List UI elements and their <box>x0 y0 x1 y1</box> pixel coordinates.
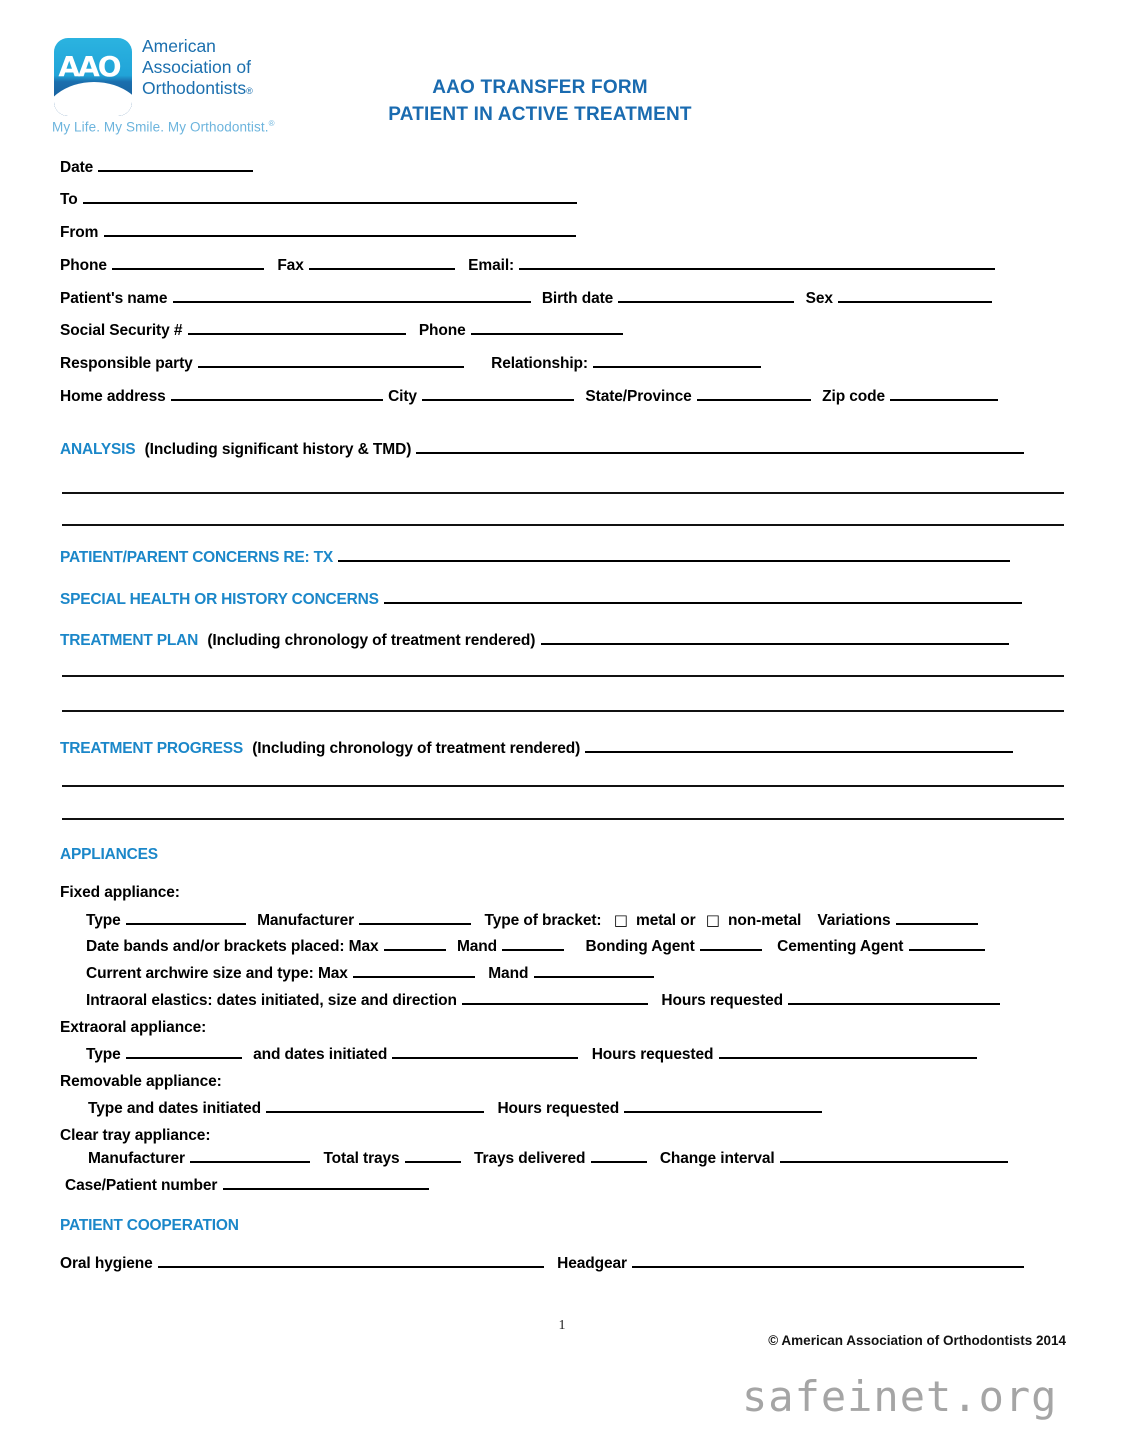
section-heading-patient-cooperation: PATIENT COOPERATION <box>60 1217 239 1234</box>
input-intraoral-hours-requested[interactable] <box>788 992 1000 1005</box>
input-patient-name[interactable] <box>173 290 531 303</box>
field-row-date-bands <box>86 938 986 956</box>
input-bonding-agent[interactable] <box>700 938 762 951</box>
field-row-to <box>60 191 578 209</box>
input-special-health-concerns[interactable] <box>384 591 1022 604</box>
field-row-clear-tray <box>88 1150 1009 1168</box>
input-total-trays[interactable] <box>405 1150 461 1163</box>
label-to: To <box>60 191 78 208</box>
logo-org-line-2: Association of <box>142 57 251 77</box>
input-removable-hours-requested[interactable] <box>624 1100 822 1113</box>
input-treatment-progress-line-3[interactable] <box>62 818 1064 820</box>
label-city: City <box>388 388 417 405</box>
aao-logo <box>50 36 350 141</box>
input-date-bands-mand[interactable] <box>502 938 564 951</box>
aao-logo-letters: AAO <box>58 50 120 83</box>
input-social-security[interactable] <box>188 322 406 335</box>
section-heading-appliances: APPLIANCES <box>60 846 158 863</box>
label-social-security: Social Security # <box>60 322 183 339</box>
label-date-bands-mand: Mand <box>456 938 498 955</box>
field-row-social-security <box>60 322 624 340</box>
field-row-removable-type <box>88 1100 823 1118</box>
label-removable-appliance-text: Removable appliance: <box>60 1073 222 1090</box>
aao-tagline: My Life. My Smile. My Orthodontist.® <box>52 119 275 135</box>
label-responsible-party: Responsible party <box>60 355 193 372</box>
label-change-interval: Change interval <box>659 1150 775 1167</box>
section-heading-analysis: ANALYSIS <box>60 441 136 458</box>
page-title-line-2: PATIENT IN ACTIVE TREATMENT <box>388 104 692 125</box>
input-trays-delivered[interactable] <box>591 1150 647 1163</box>
section-appliances-heading-row <box>60 846 158 864</box>
label-bracket-type: Type of bracket: <box>484 912 602 929</box>
label-extraoral-hours-requested: Hours requested <box>591 1046 714 1063</box>
field-row-fixed-type <box>86 911 979 930</box>
field-row-intraoral-elastics <box>86 992 1001 1010</box>
label-extraoral-appliance-text: Extraoral appliance: <box>60 1019 207 1036</box>
input-archwire-mand[interactable] <box>534 965 654 978</box>
input-treatment-progress-line-2[interactable] <box>62 785 1064 787</box>
registered-mark-icon: ® <box>246 86 253 96</box>
page-number: 1 <box>558 1318 566 1333</box>
label-case-patient-number: Case/Patient number <box>65 1177 218 1194</box>
label-phone: Phone <box>60 257 107 274</box>
label-extraoral-type: Type <box>86 1046 121 1063</box>
section-note-treatment-progress: (Including chronology of treatment rendered) <box>252 740 581 757</box>
field-row-home-address <box>60 388 999 406</box>
input-treatment-plan-line-2[interactable] <box>62 675 1064 677</box>
field-row-phone-fax-email <box>60 257 996 275</box>
input-removable-type-dates[interactable] <box>266 1100 484 1113</box>
label-email: Email: <box>468 257 515 274</box>
input-extraoral-hours-requested[interactable] <box>719 1046 977 1059</box>
input-case-patient-number[interactable] <box>223 1177 429 1190</box>
label-date-bands: Date bands and/or brackets placed: Max <box>86 938 379 955</box>
input-clear-manufacturer[interactable] <box>190 1150 310 1163</box>
section-concerns-heading-row <box>60 549 1011 567</box>
input-zip-code[interactable] <box>890 388 998 401</box>
label-patient-name: Patient's name <box>60 290 168 307</box>
input-treatment-progress-line-1[interactable] <box>585 740 1013 753</box>
field-row-patient-name <box>60 290 993 308</box>
input-variations[interactable] <box>896 912 978 925</box>
label-date: Date <box>60 159 94 176</box>
input-extraoral-type[interactable] <box>126 1046 242 1059</box>
input-change-interval[interactable] <box>780 1150 1008 1163</box>
label-fixed-type: Type <box>86 912 121 929</box>
input-archwire-max[interactable] <box>353 965 475 978</box>
label-intraoral-elastics: Intraoral elastics: dates initiated, size and direction <box>86 992 457 1009</box>
label-removable-hours-requested: Hours requested <box>497 1100 620 1117</box>
copyright-notice: © American Association of Orthodontists 2014 <box>768 1333 1066 1348</box>
label-relationship: Relationship: <box>491 355 588 372</box>
label-archwire-max: Current archwire size and type: Max <box>86 965 348 982</box>
input-extraoral-dates[interactable] <box>392 1046 578 1059</box>
section-note-treatment-plan: (Including chronology of treatment rendered) <box>207 632 536 649</box>
label-fixed-appliance <box>60 884 180 902</box>
input-fixed-manufacturer[interactable] <box>359 912 471 925</box>
label-archwire-mand: Mand <box>488 965 529 982</box>
input-home-address[interactable] <box>171 388 383 401</box>
input-oral-hygiene[interactable] <box>158 1255 544 1268</box>
input-birth-date[interactable] <box>618 290 794 303</box>
label-trays-delivered: Trays delivered <box>474 1150 586 1167</box>
checkbox-bracket-non-metal[interactable]: □ <box>705 911 720 929</box>
page-title <box>340 74 740 128</box>
aao-logo-wordmark <box>142 36 253 102</box>
label-extraoral-appliance <box>60 1019 206 1037</box>
section-cooperation-heading-row <box>60 1217 239 1235</box>
watermark: safeinet.org <box>742 1372 1058 1421</box>
logo-org-line-1: American <box>142 36 216 56</box>
input-phone-secondary[interactable] <box>471 322 623 335</box>
section-heading-treatment-plan: TREATMENT PLAN <box>60 632 199 649</box>
section-heading-treatment-progress: TREATMENT PROGRESS <box>60 740 243 757</box>
document-header <box>0 0 1124 145</box>
input-fixed-type[interactable] <box>126 912 246 925</box>
label-clear-manufacturer: Manufacturer <box>88 1150 185 1167</box>
input-headgear[interactable] <box>632 1255 1024 1268</box>
label-bracket-metal: metal or <box>636 912 696 929</box>
label-total-trays: Total trays <box>323 1150 400 1167</box>
label-home-address: Home address <box>60 388 166 405</box>
field-row-extraoral-type <box>86 1046 978 1064</box>
input-analysis-line-3[interactable] <box>62 524 1064 526</box>
input-relationship[interactable] <box>593 355 761 368</box>
field-row-from <box>60 224 577 242</box>
label-state-province: State/Province <box>585 388 692 405</box>
input-to[interactable] <box>83 191 577 204</box>
input-phone[interactable] <box>112 257 264 270</box>
label-bracket-non-metal: non-metal <box>728 912 802 929</box>
section-heading-special-health: SPECIAL HEALTH OR HISTORY CONCERNS <box>60 591 379 608</box>
section-note-analysis: (Including significant history & TMD) <box>144 441 412 458</box>
label-fixed-manufacturer: Manufacturer <box>257 912 355 929</box>
field-row-responsible-party <box>60 355 762 373</box>
section-analysis-heading-row <box>60 441 1025 459</box>
label-removable-type-dates: Type and dates initiated <box>88 1100 262 1117</box>
section-treatment-progress-heading-row <box>60 740 1014 758</box>
input-from[interactable] <box>104 224 576 237</box>
label-zip-code: Zip code <box>822 388 886 405</box>
input-intraoral-elastics[interactable] <box>462 992 648 1005</box>
label-extraoral-dates: and dates initiated <box>253 1046 388 1063</box>
label-fixed-appliance-text: Fixed appliance: <box>60 884 180 901</box>
label-clear-tray-appliance-text: Clear tray appliance: <box>60 1127 211 1144</box>
input-sex[interactable] <box>838 290 992 303</box>
label-from: From <box>60 224 99 241</box>
label-birth-date: Birth date <box>541 290 614 307</box>
input-email[interactable] <box>519 257 995 270</box>
section-heading-patient-parent-concerns: PATIENT/PARENT CONCERNS RE: TX <box>60 549 334 566</box>
label-intraoral-hours-requested: Hours requested <box>661 992 784 1009</box>
input-analysis-line-2[interactable] <box>62 492 1064 494</box>
label-headgear: Headgear <box>557 1255 627 1272</box>
checkbox-bracket-metal[interactable]: □ <box>613 911 628 929</box>
label-phone-secondary: Phone <box>418 322 466 339</box>
input-state-province[interactable] <box>697 388 811 401</box>
input-analysis-line-1[interactable] <box>416 441 1024 454</box>
field-row-case-patient-number <box>65 1177 430 1195</box>
input-city[interactable] <box>422 388 574 401</box>
input-cementing-agent[interactable] <box>909 938 985 951</box>
section-special-health-heading-row <box>60 591 1023 609</box>
input-treatment-plan-line-3[interactable] <box>62 710 1064 712</box>
input-responsible-party[interactable] <box>198 355 464 368</box>
input-date-bands-max[interactable] <box>384 938 446 951</box>
field-row-oral-hygiene <box>60 1255 1025 1273</box>
input-fax[interactable] <box>309 257 455 270</box>
input-patient-parent-concerns[interactable] <box>338 549 1010 562</box>
label-removable-appliance <box>60 1073 222 1091</box>
label-oral-hygiene: Oral hygiene <box>60 1255 153 1272</box>
label-fax: Fax <box>277 257 304 274</box>
section-treatment-plan-heading-row <box>60 632 1010 650</box>
label-cementing-agent: Cementing Agent <box>777 938 904 955</box>
tagline-registered-mark-icon: ® <box>268 119 275 128</box>
input-date[interactable] <box>98 159 253 172</box>
field-row-archwire <box>86 965 655 983</box>
label-clear-tray-appliance <box>60 1127 210 1145</box>
input-treatment-plan-line-1[interactable] <box>541 632 1009 645</box>
field-row-date <box>60 159 254 177</box>
label-variations: Variations <box>817 912 891 929</box>
label-sex: Sex <box>805 290 833 307</box>
label-bonding-agent: Bonding Agent <box>585 938 695 955</box>
logo-org-line-3: Orthodontists® <box>142 78 253 98</box>
page-title-line-1: AAO TRANSFER FORM <box>432 77 648 98</box>
